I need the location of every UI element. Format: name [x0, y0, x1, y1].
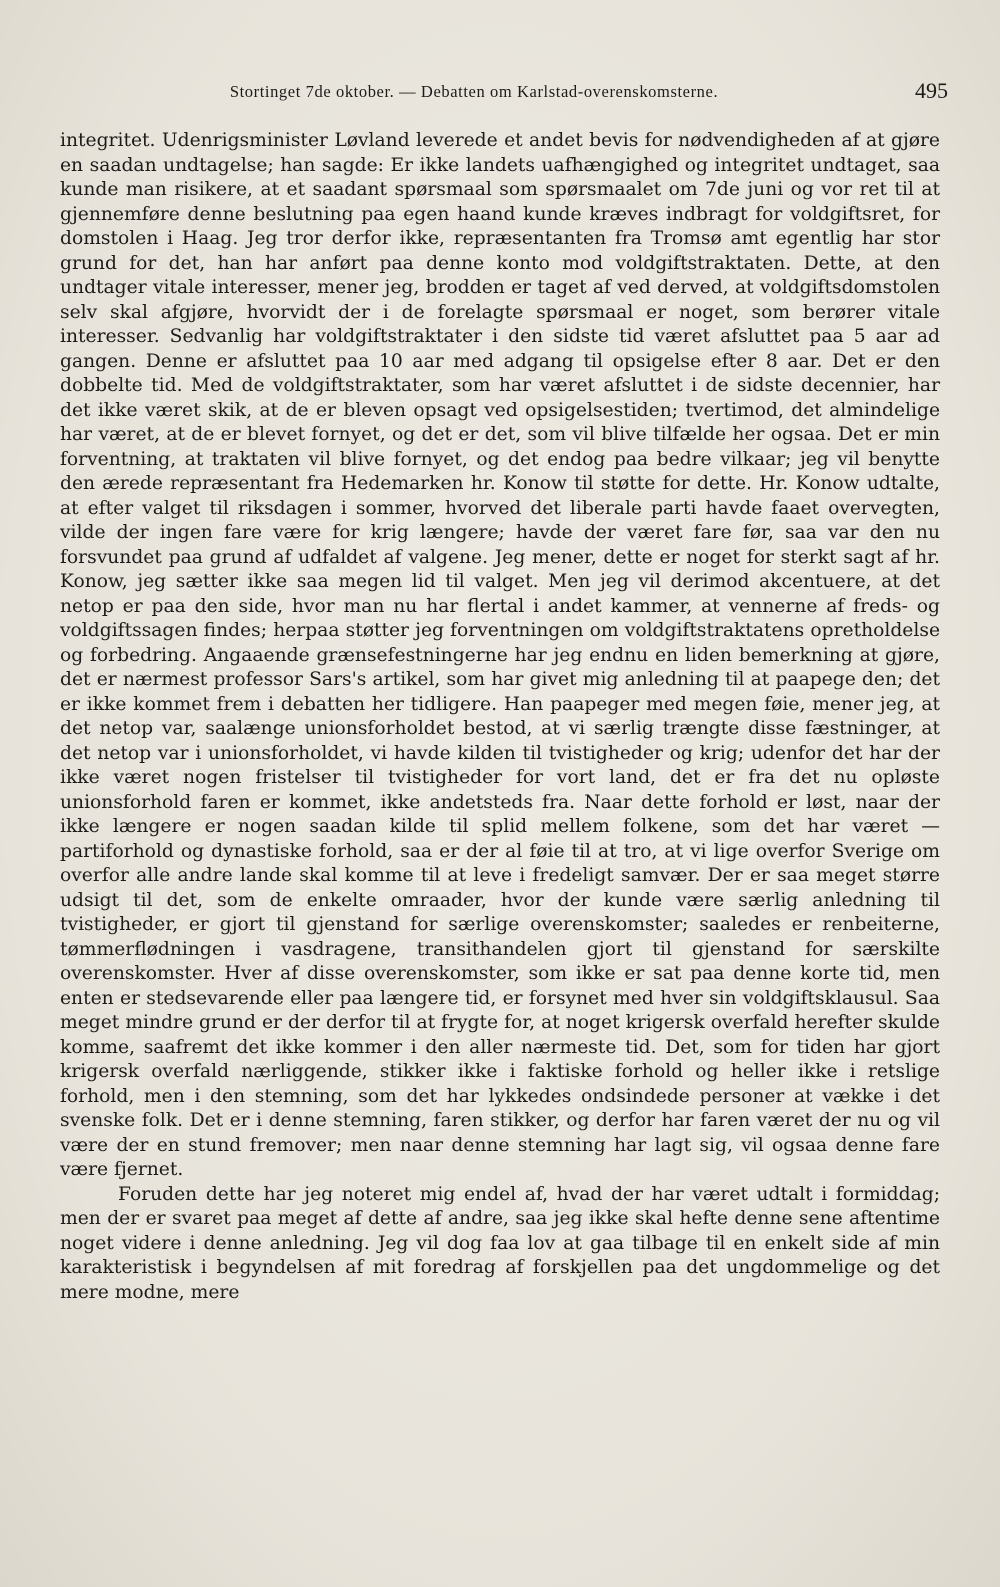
paragraph: Foruden dette har jeg noteret mig endel af, hvad der har været udtalt i formiddag; men der er svaret paa meget af dette af andre, saa jeg ikke skal hefte denne sene aftentime noget videre i denne anledning. Jeg vil dog faa lov at gaa tilbage til en enkelt side af min karakteristisk i begyndelsen af mit foredrag af forskjellen paa det ungdommelige og det mere modne, mere	[60, 1183, 940, 1303]
body-text	[60, 129, 940, 1305]
page-header	[60, 78, 948, 106]
page-number: 495	[915, 78, 948, 103]
paragraph: integritet. Udenrigsminister Løvland leverede et andet bevis for nødvendigheden af at gjøre en saadan undtagelse; han sagde: Er ikke landets uafhængighed og integritet undtaget, saa kunde man risikere, at et saadant spørsmaal som spørsmaalet om 7de juni og vor ret til at gjennemføre denne beslutning paa egen haand kunde kræves indbragt for voldgiftsret, for domstolen i Haag. Jeg tror derfor ikke, repræsentanten fra Tromsø amt egentlig har stor grund for det, han har anført paa denne konto mod voldgiftstraktaten. Dette, at den undtager vitale interesser, mener jeg, brodden er taget af ved derved, at voldgiftsdomstolen selv skal afgjøre, hvorvidt der i de forelagte spørsmaal er noget, som berører vitale interesser. Sedvanlig har voldgiftstraktater i den sidste tid været afsluttet paa 5 aar ad gangen. Denne er afsluttet paa 10 aar med adgang til opsigelse efter 8 aar. Det er den dobbelte tid. Med de voldgiftstraktater, som har været afsluttet i de sidste decennier, har det ikke været skik, at de er bleven opsagt ved opsigelsestiden; tvertimod, det almindelige har været, at de er blevet fornyet, og det er det, som vil blive tilfælde her ogsaa. Det er min forventning, at traktaten vil blive fornyet, og det endog paa bedre vilkaar; jeg vil benytte den ærede repræsentant fra Hedemarken hr. Konow til støtte for dette. Hr. Konow udtalte, at efter valget til riksdagen i sommer, hvorved det liberale parti havde faaet overvegten, vilde der ingen fare være for krig længere; havde der været fare før, saa var den nu forsvundet paa grund af udfaldet af valgene. Jeg mener, dette er noget for sterkt sagt af hr. Konow, jeg sætter ikke saa megen lid til valget. Men jeg vil derimod akcentuere, at det netop er paa den side, hvor man nu har flertal i andet kammer, at vennerne af freds- og voldgiftssagen findes; herpaa støtter jeg forventningen om voldgiftstraktatens opretholdelse og forbedring. Angaaende grænsefestningerne har jeg endnu en liden bemerkning at gjøre, det er nærmest professor Sars's artikel, som har givet mig anledning til at paapege den; det er ikke kommet frem i debatten her tidligere. Han paapeger med megen føie, mener jeg, at det netop var, saalænge unionsforholdet bestod, at vi særlig trængte disse fæstninger, at det netop var i unionsforholdet, vi havde kilden til tvistigheder og krig; udenfor det har der ikke været nogen fristelser til tvistigheder for vort land, det er fra det nu opløste unionsforhold faren er kommet, ikke andetsteds fra. Naar dette forhold er løst, naar der ikke længere er nogen saadan kilde til splid mellem folkene, som det har været — partiforhold og dynastiske forhold, saa er der al føie til at tro, at vi lige overfor Sverige om overfor alle andre lande skal komme til at leve i fredeligt samvær. Der er saa meget større udsigt til det, som de enkelte omraader, hvor der kunde være særlig anledning til tvistigheder, er gjort til gjenstand for særlige overenskomster; saaledes er renbeiterne, tømmerflødningen i vasdragene, transithandelen gjort til gjenstand for særskilte overenskomster. Hver af disse overenskomster, som ikke er sat paa denne korte tid, men enten er stedsevarende eller paa længere tid, er forsynet med hver sin voldgiftsklausul. Saa meget mindre grund er der derfor til at frygte for, at noget krigersk overfald herefter skulde komme, saafremt det ikke kommer i den aller nærmeste tid. Det, som for tiden har gjort krigersk overfald nærliggende, stikker ikke i faktiske forhold og heller ikke i retslige forhold, men i den stemning, som det har lykkedes ondsindede personer at vække i det svenske folk. Det er i denne stemning, faren stikker, og derfor har faren været der nu og vil være der en stund fremover; men naar denne stemning har lagt sig, vil ogsaa denne fare være fjernet.	[60, 130, 940, 1180]
running-head: Stortinget 7de oktober. — Debatten om Karlstad-overenskomsterne.	[229, 82, 719, 101]
